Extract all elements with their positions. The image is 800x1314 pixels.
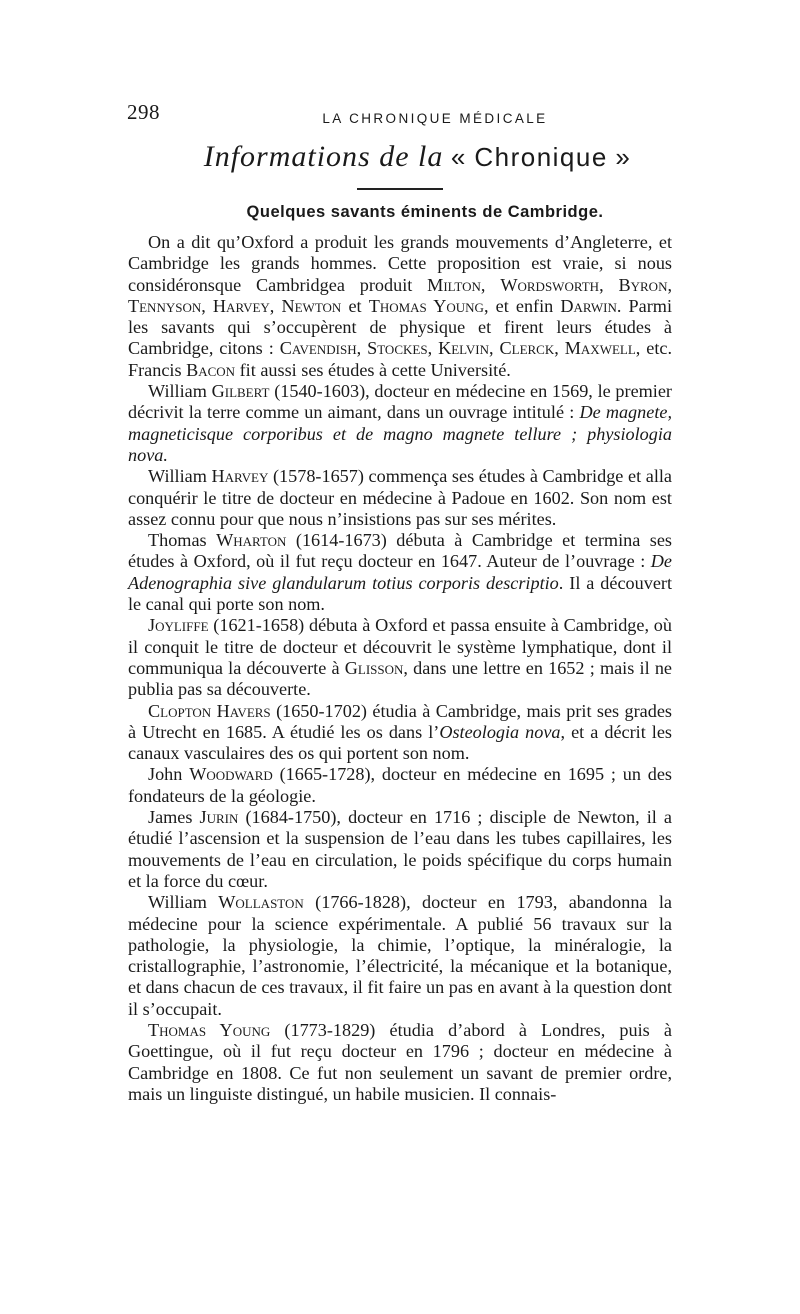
text-run: , xyxy=(269,295,282,316)
text-run: . Parmi les savants qui s’occupèrent de physique et firent leurs études à Cambridge, citons : xyxy=(128,295,673,359)
work-title: De magnete, magneticisque corporibus et de magno magnete tellure ; physiologia nova. xyxy=(128,402,672,465)
person-name: Kelvin xyxy=(438,338,489,359)
section-title-close-quote: » xyxy=(615,142,632,172)
text-run: William xyxy=(148,466,212,487)
person-name: Byron xyxy=(618,274,668,295)
person-name: Woodward xyxy=(189,764,273,785)
person-name: Milton xyxy=(427,274,481,295)
section-title-open-quote: « xyxy=(450,142,467,172)
person-name: Darwin xyxy=(560,295,617,316)
title-rule xyxy=(357,188,443,190)
person-name: Gilbert xyxy=(211,381,270,402)
person-name: Harvey xyxy=(212,295,270,316)
text-run: , xyxy=(201,295,213,316)
text-run: , xyxy=(480,274,501,295)
person-name: Bacon xyxy=(186,359,236,380)
text-run: (1684-1750), docteur en 1716 ; disciple de Newton, il a étudié l’ascension et la suspension de l’eau dans les tubes capillaires, les mouvements de l’eau en circulation, le poids spécifique du corps humain et la force du cœur. xyxy=(128,807,672,891)
text-run: (1766-1828), docteur en 1793, abandonna la médecine pour la science expérimentale. A publié 56 travaux sur la pathologie, la physiologie, la chimie, l’optique, la minéralogie, la cristallographie, l’astronomie, l’électricité, la mécanique et la botanique, et dans chacun de ces travaux, il fit faire un pas en avant à la question dont il s’occupait. xyxy=(128,892,673,1019)
paragraph xyxy=(128,764,672,807)
text-run: (1621-1658) débuta à Oxford et passa ensuite à Cambridge, où il conquit le titre de docteur et découvrit le système lymphatique, dont il communiqua la découverte à xyxy=(128,615,672,678)
text-run: (1650-1702) étudia à Cambridge, mais prit ses grades à Utrecht en 1685. A étudié les os dans l’ xyxy=(128,700,672,742)
text-run: On a dit qu’Oxford a produit les grands mouvements d’Angleterre, et Cambridge les grands hommes. Cette proposition est vraie, si nous considéronsque Cambridgea produit xyxy=(128,232,672,295)
text-run: (1540-1603), docteur en médecine en 1569, le premier décrivit la terre comme un aimant, dans un ouvrage intitulé : xyxy=(128,381,672,423)
text-run: James xyxy=(148,807,200,828)
person-name: Wollaston xyxy=(218,892,304,913)
paragraph xyxy=(128,530,672,615)
text-run: , xyxy=(599,274,619,295)
running-head: LA CHRONIQUE MÉDICALE xyxy=(322,111,548,126)
text-run: (1578-1657) commença ses études à Cambridge et alla conquérir le titre de docteur en médecine à Padoue en 1602. Son nom est assez connu pour que nous n’insistions pas sur ses mérites. xyxy=(128,466,672,529)
person-name: Jurin xyxy=(199,807,239,828)
text-run: (1773-1829) étudia d’abord à Londres, puis à Goettingue, où il fut reçu docteur en 1796 ; docteur en médecine à Cambridge en 1808. Ce fut non seulement un savant de premier ordre, mais un linguiste distingué, un habile musicien. Il connais- xyxy=(128,1019,672,1104)
paragraph xyxy=(128,232,672,381)
section-title xyxy=(0,140,800,174)
paragraph xyxy=(128,615,672,700)
text-run: William xyxy=(148,892,219,913)
text-run: , dans une lettre en 1652 ; mais il ne publia pas sa découverte. xyxy=(128,657,672,700)
paragraph xyxy=(128,1020,672,1105)
text-run: , etc. Francis xyxy=(128,338,673,380)
person-name: Newton xyxy=(281,295,342,316)
text-run: , xyxy=(667,274,672,295)
person-name: Clerck xyxy=(499,338,555,359)
section-title-italic: Informations de la xyxy=(203,140,444,173)
text-run: fit aussi ses études à cette Université. xyxy=(235,359,511,380)
person-name: Tennyson xyxy=(128,295,202,316)
person-name: Wordsworth xyxy=(500,274,600,295)
article-title: Quelques savants éminents de Cambridge. xyxy=(246,203,604,221)
text-run: Thomas xyxy=(148,530,217,551)
text-run: (1665-1728), docteur en médecine en 1695 ; un des fondateurs de la géologie. xyxy=(128,764,673,806)
person-name: Glisson xyxy=(344,657,404,678)
paragraph xyxy=(128,466,672,530)
person-name: Cavendish xyxy=(279,338,357,359)
text-run: John xyxy=(148,764,190,785)
text-run: , xyxy=(554,338,565,359)
person-name: Stockes xyxy=(367,338,428,359)
text-run: (1614-1673) débuta à Cambridge et termina ses études à Oxford, où il fut reçu docteur en 1647. Auteur de l’ouvrage : xyxy=(128,530,672,572)
person-name: Thomas Young xyxy=(148,1019,271,1040)
page-number: 298 xyxy=(127,100,160,124)
person-name: Wharton xyxy=(216,530,287,551)
text-run: , et enfin xyxy=(483,295,561,316)
paragraph xyxy=(128,807,672,892)
text-run: , xyxy=(489,338,500,359)
text-run: , xyxy=(427,338,439,359)
paragraph xyxy=(128,701,672,765)
text-run: , xyxy=(356,338,368,359)
paragraph xyxy=(128,381,672,466)
text-run: et xyxy=(341,295,369,316)
article-body xyxy=(128,232,672,1105)
section-title-word: Chronique xyxy=(474,142,608,172)
person-name: Thomas Young xyxy=(368,295,484,316)
text-run: , et a décrit les canaux vasculaires des os qui portent son nom. xyxy=(128,721,672,764)
work-title: De Adenographia sive glandularum totius corporis descriptio xyxy=(128,551,672,593)
person-name: Joyliffe xyxy=(148,615,209,636)
person-name: Clopton Havers xyxy=(148,700,271,721)
person-name: Harvey xyxy=(211,466,269,487)
text-run: . Il a découvert le canal qui porte son nom. xyxy=(128,572,673,615)
paragraph xyxy=(128,892,672,1020)
text-run: William xyxy=(148,381,212,402)
person-name: Maxwell xyxy=(564,338,636,359)
work-title: Osteologia nova xyxy=(439,721,561,742)
